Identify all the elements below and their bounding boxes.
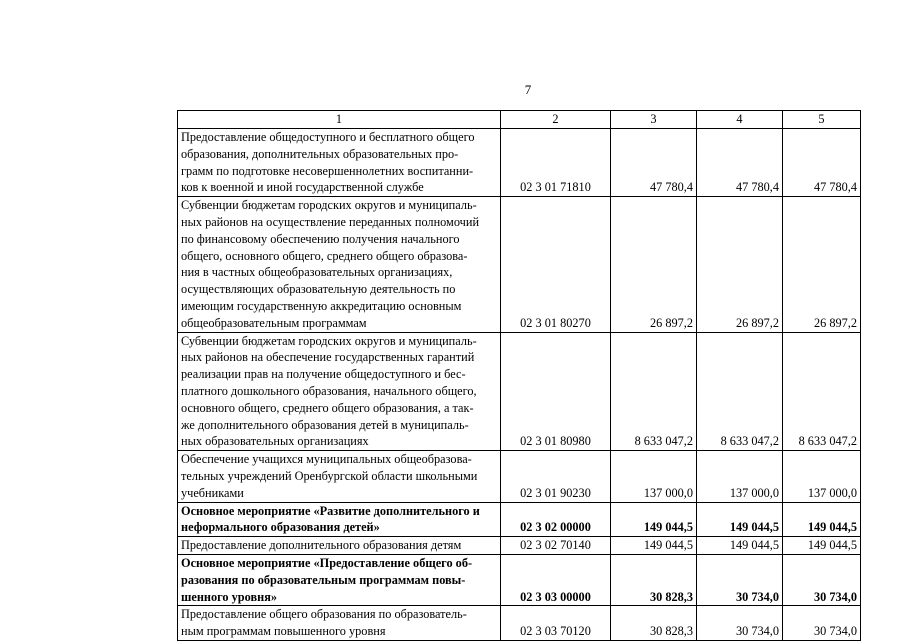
row-value-col3: 149 044,5	[611, 537, 697, 555]
row-value-col5: 47 780,4	[783, 129, 861, 197]
table-body	[178, 129, 861, 641]
row-description: Предоставление дополнительного образования детям	[178, 537, 501, 555]
table-row	[178, 537, 861, 555]
header-col-5: 5	[783, 111, 861, 129]
row-value-col4: 137 000,0	[697, 451, 783, 502]
row-value-col3: 26 897,2	[611, 197, 697, 332]
page-number: 7	[524, 82, 532, 97]
row-description: Субвенции бюджетам городских округов и муниципаль- ных районов на осуществление переданных полномочий по финансовому обеспечению получения начального общего, основного общего, среднего общего образова- ния в частных общеобразовательных организациях, осуществляющих образовательную деятельность по имеющим государственную аккредитацию основным общеобразовательным программам	[178, 197, 501, 332]
row-value-col4: 149 044,5	[697, 502, 783, 537]
row-code: 02 3 01 80270	[501, 197, 611, 332]
row-value-col3: 149 044,5	[611, 502, 697, 537]
row-value-col5: 149 044,5	[783, 537, 861, 555]
budget-table	[177, 110, 861, 641]
row-code: 02 3 01 80980	[501, 332, 611, 451]
row-code: 02 3 01 71810	[501, 129, 611, 197]
table-row	[178, 197, 861, 332]
table-row	[178, 502, 861, 537]
header-row	[178, 111, 861, 129]
row-description: Основное мероприятие «Развитие дополнительного и неформального образования детей»	[178, 502, 501, 537]
row-value-col4: 30 734,0	[697, 554, 783, 605]
row-code: 02 3 01 90230	[501, 451, 611, 502]
row-value-col4: 149 044,5	[697, 537, 783, 555]
row-code: 02 3 02 00000	[501, 502, 611, 537]
row-value-col4: 26 897,2	[697, 197, 783, 332]
row-description: Субвенции бюджетам городских округов и муниципаль- ных районов на обеспечение государственных гарантий реализации прав на получение общедоступного и бес- платного дошкольного образования, начального общего, основного общего, среднего общего образования, а так- же дополнительного образования детей в муниципаль- ных образовательных организациях	[178, 332, 501, 451]
row-value-col3: 8 633 047,2	[611, 332, 697, 451]
table-row	[178, 129, 861, 197]
row-value-col5: 30 734,0	[783, 554, 861, 605]
row-description: Основное мероприятие «Предоставление общего об- разования по образовательным программам повы- шенного уровня»	[178, 554, 501, 605]
row-code: 02 3 03 70120	[501, 606, 611, 641]
table-row	[178, 606, 861, 641]
row-value-col3: 137 000,0	[611, 451, 697, 502]
row-value-col5: 149 044,5	[783, 502, 861, 537]
row-value-col4: 47 780,4	[697, 129, 783, 197]
row-value-col5: 30 734,0	[783, 606, 861, 641]
row-value-col5: 8 633 047,2	[783, 332, 861, 451]
row-value-col5: 26 897,2	[783, 197, 861, 332]
row-description: Предоставление общедоступного и бесплатного общего образования, дополнительных образовательных про- грамм по подготовке несовершеннолетних воспитанни- ков к военной и иной государственной службе	[178, 129, 501, 197]
header-col-2: 2	[501, 111, 611, 129]
header-col-4: 4	[697, 111, 783, 129]
row-value-col4: 8 633 047,2	[697, 332, 783, 451]
row-code: 02 3 02 70140	[501, 537, 611, 555]
row-value-col5: 137 000,0	[783, 451, 861, 502]
header-col-1: 1	[178, 111, 501, 129]
header-col-3: 3	[611, 111, 697, 129]
table-row	[178, 332, 861, 451]
row-value-col4: 30 734,0	[697, 606, 783, 641]
row-description: Обеспечение учащихся муниципальных общеобразова- тельных учреждений Оренбургской области школьными учебниками	[178, 451, 501, 502]
table-header	[178, 111, 861, 129]
row-value-col3: 30 828,3	[611, 554, 697, 605]
row-code: 02 3 03 00000	[501, 554, 611, 605]
row-value-col3: 30 828,3	[611, 606, 697, 641]
table-row	[178, 451, 861, 502]
row-description: Предоставление общего образования по образователь- ным программам повышенного уровня	[178, 606, 501, 641]
table-row	[178, 554, 861, 605]
row-value-col3: 47 780,4	[611, 129, 697, 197]
